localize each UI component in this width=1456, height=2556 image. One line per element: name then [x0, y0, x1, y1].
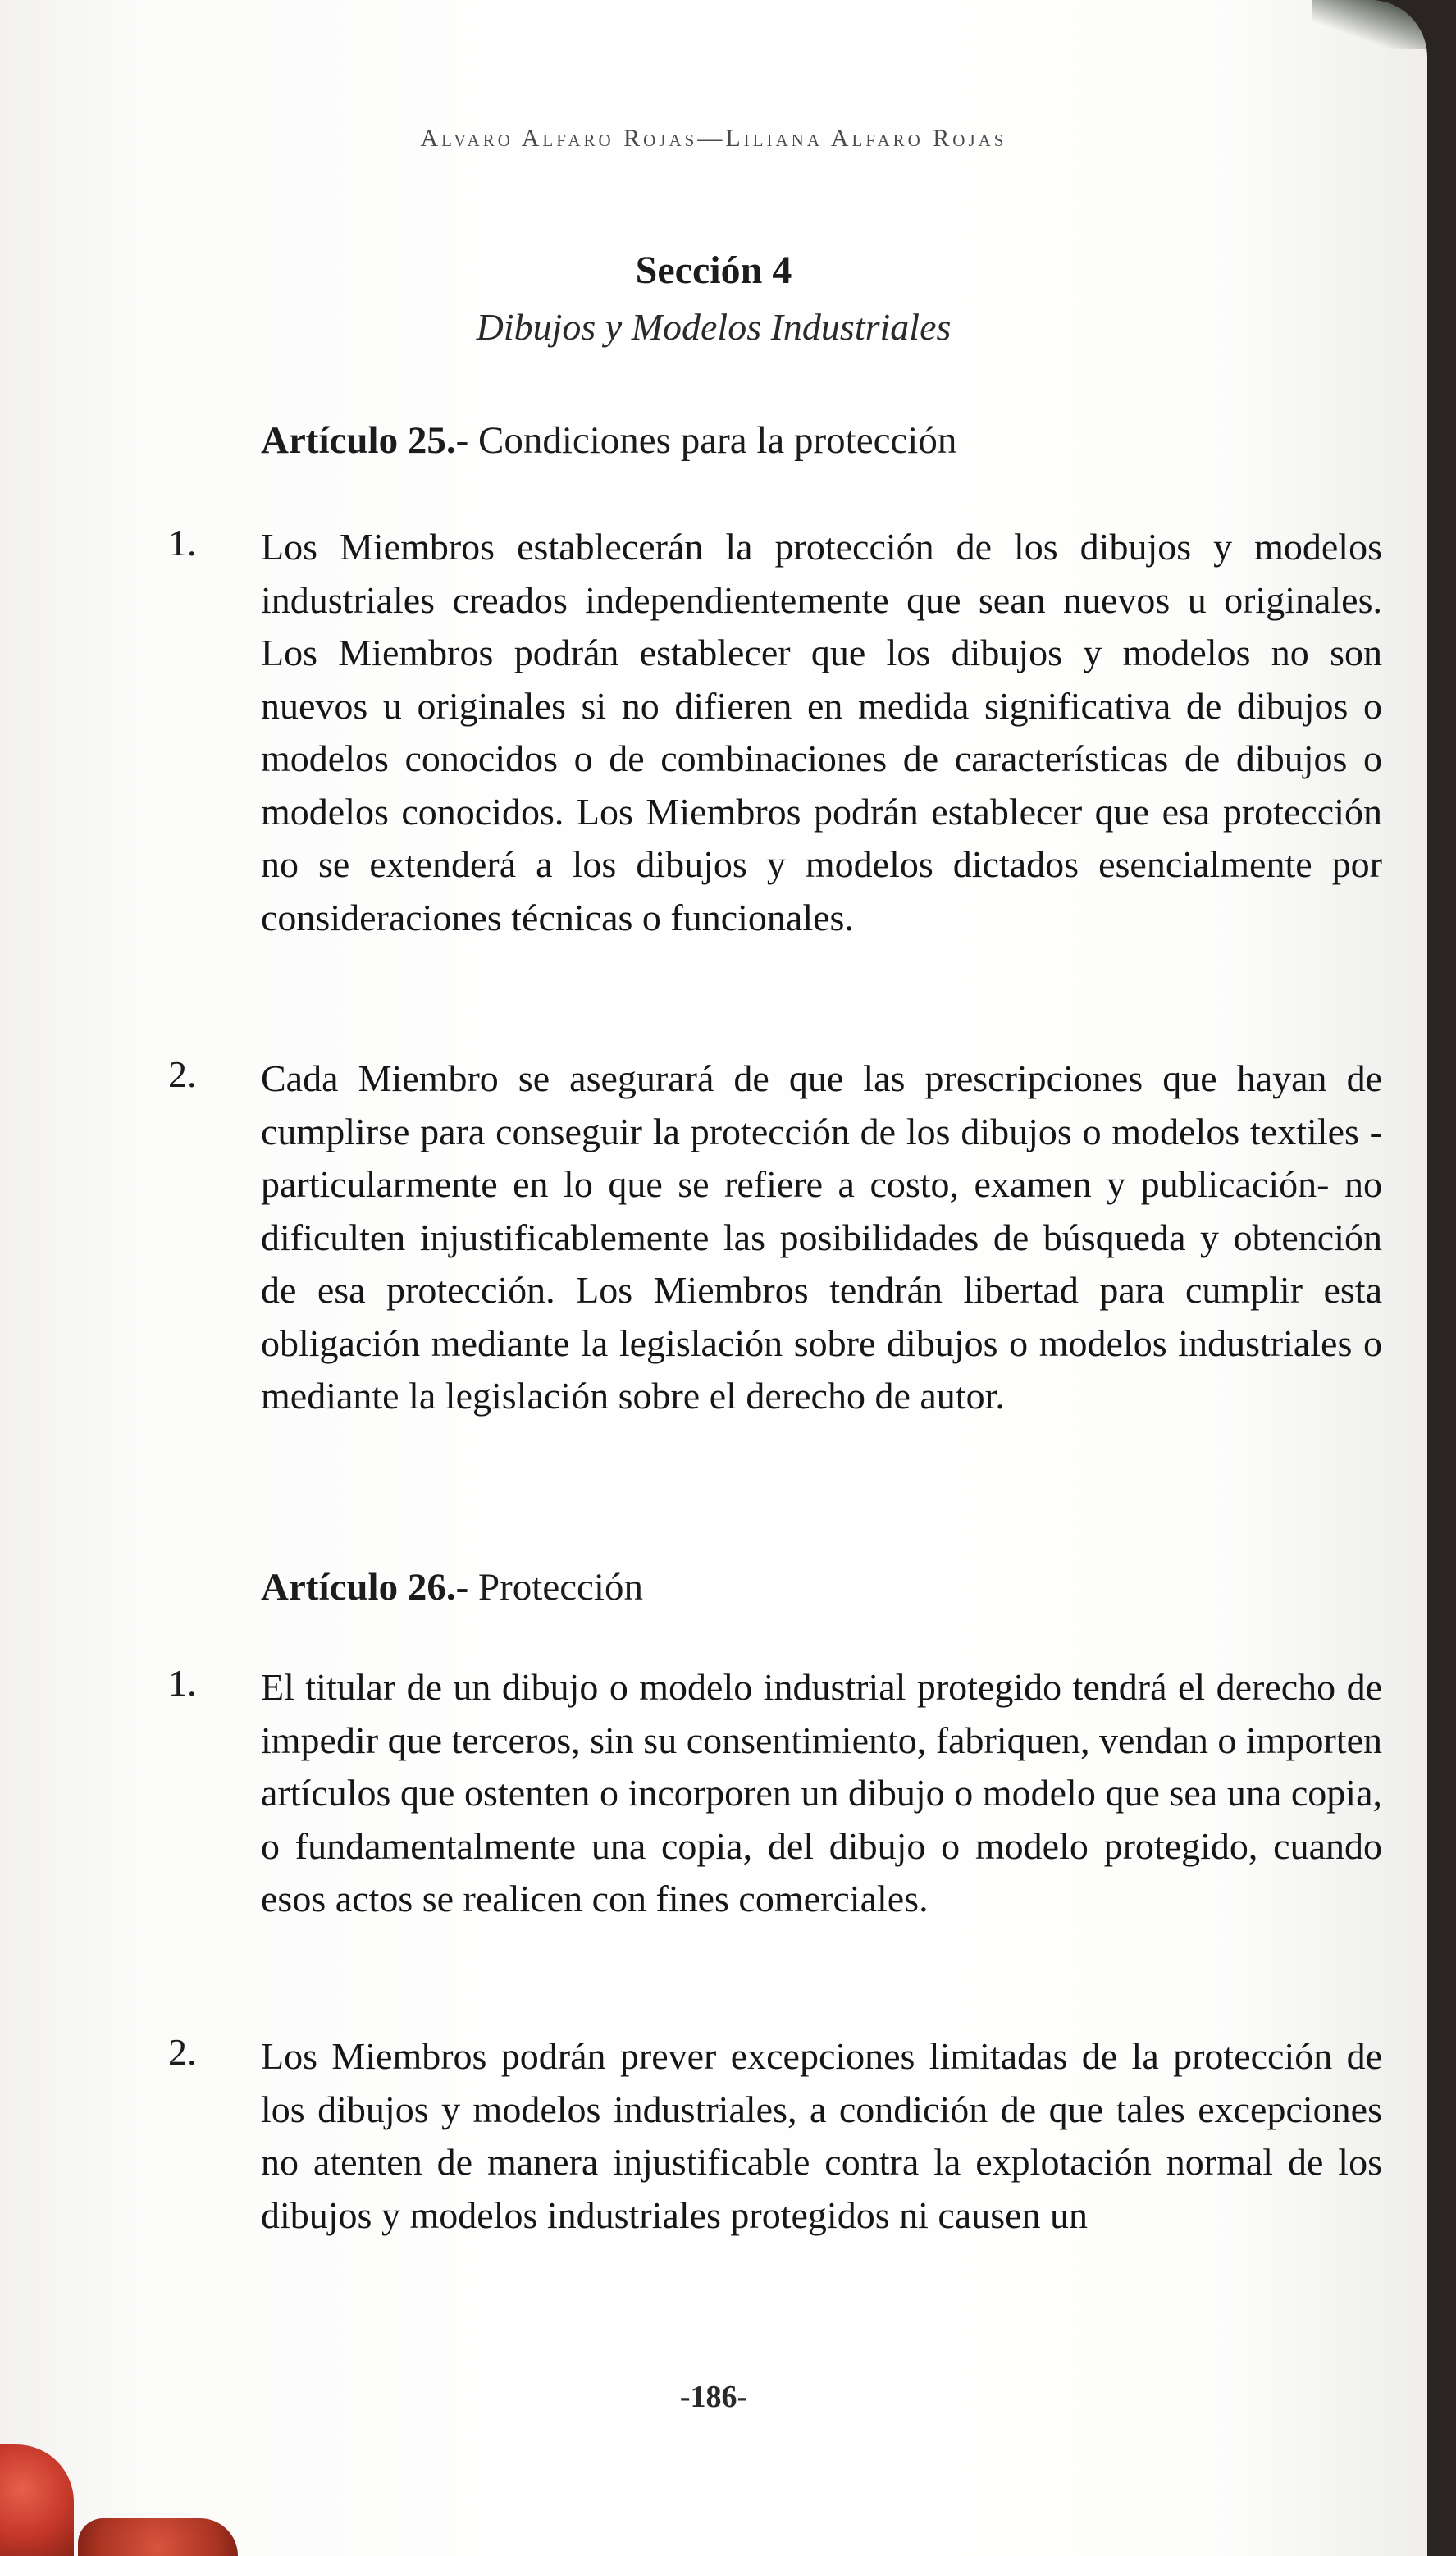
section-title: Sección 4	[635, 249, 792, 292]
article-number: Artículo 25.-	[261, 419, 469, 462]
item-number: 1.	[168, 1662, 197, 1704]
page-number: -186-	[679, 2380, 748, 2414]
running-header: Alvaro Alfaro Rojas—Liliana Alfaro Rojas	[420, 125, 1007, 152]
item-number: 2.	[168, 1053, 197, 1095]
item-number: 1.	[168, 522, 197, 564]
item-text: El titular de un dibujo o modelo industrial protegido tendrá el derecho de impedir que terceros, sin su consentimiento, fabriquen, vendan o importen artículos que ostenten o incorporen un dibujo o modelo que sea una copia, o fundamentalmente una copia, del dibujo o modelo protegido, cuando esos actos se realicen con fines comerciales.	[261, 1666, 1382, 1919]
section-subtitle: Dibujos y Modelos Industriales	[476, 306, 952, 348]
item-text: Los Miembros podrán prever excepciones limitadas de la protección de los dibujos y modelos industriales, a condición de que tales excepciones no atenten de manera injustificable contra la explotación normal de los dibujos y modelos industriales protegidos ni causen un	[261, 2035, 1382, 2236]
article-25-item-1	[168, 521, 1382, 944]
article-26-item-2	[168, 2030, 1382, 2242]
thumb-finger	[78, 2518, 238, 2556]
page-corner-shadow	[1312, 0, 1427, 49]
item-number: 2.	[168, 2031, 197, 2073]
article-title: Protección	[477, 1566, 643, 1609]
article-26-heading	[261, 1565, 643, 1609]
article-title: Condiciones para la protección	[477, 419, 957, 462]
article-25-item-2	[168, 1052, 1382, 1423]
item-text: Los Miembros establecerán la protección de los dibujos y modelos industriales creados independientemente que sean nuevos u originales. Los Miembros podrán establecer que los dibujos y modelos no son nuevos u originales si no difieren en medida significativa de dibujos o modelos conocidos o de combinaciones de características de dibujos o modelos conocidos. Los Miembros podrán establecer que esa protección no se extenderá a los dibujos y modelos dictados esencialmente por consideraciones técnicas o funcionales.	[261, 526, 1382, 938]
article-26-item-1	[168, 1661, 1382, 1926]
article-25-heading	[261, 418, 956, 463]
article-number: Artículo 26.-	[261, 1566, 469, 1609]
item-text: Cada Miembro se asegurará de que las prescripciones que hayan de cumplirse para conseguir la protección de los dibujos o modelos textiles -particularmente en lo que se refiere a costo, examen y publicación- no dificulten injustificablemente las posibilidades de búsqueda y obtención de esa protección. Los Miembros tendrán libertad para cumplir esta obligación mediante la legislación sobre dibujos o modelos industriales o mediante la legislación sobre el derecho de autor.	[261, 1057, 1382, 1417]
